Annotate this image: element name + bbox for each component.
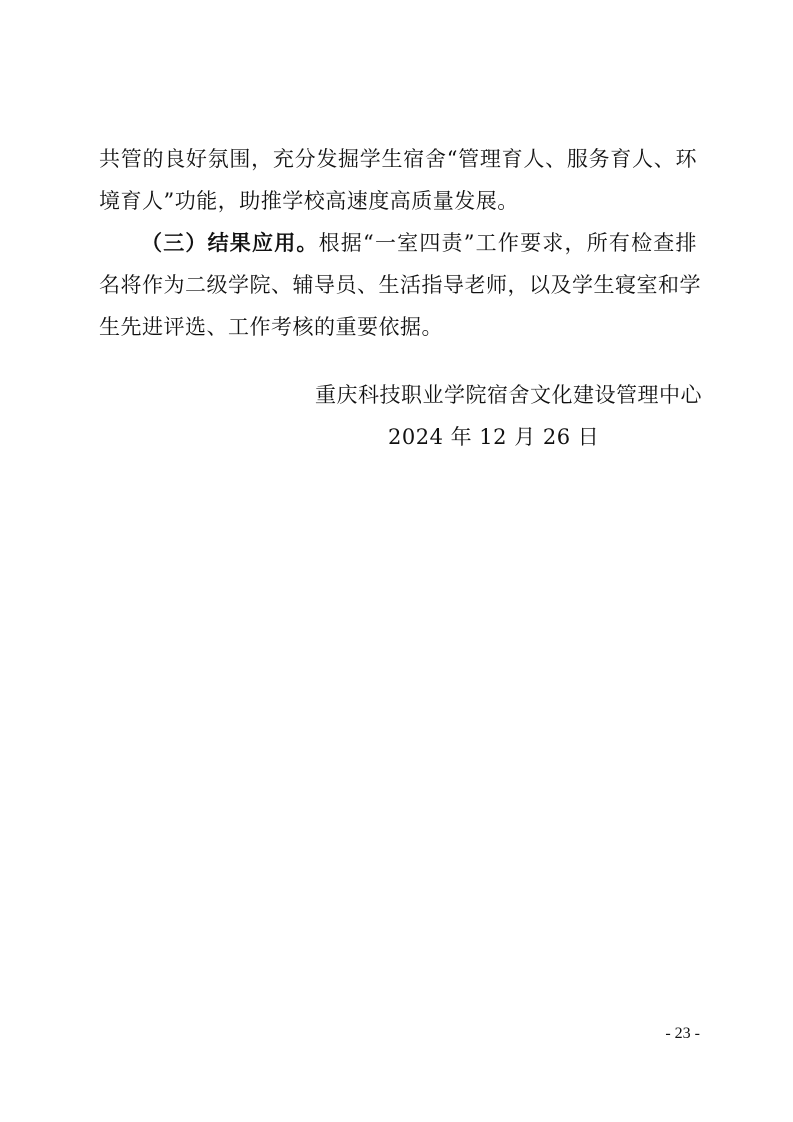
body-line-1: 共管的良好氛围，充分发掘学生宿舍“管理育人、服务育人、环 (99, 147, 697, 171)
page-number: - 23 - (665, 1025, 700, 1042)
signature-date: 2024 年 12 月 26 日 (388, 425, 600, 449)
signature-organization: 重庆科技职业学院宿舍文化建设管理中心 (315, 383, 702, 407)
paragraph-text: 根据“一室四责”工作要求，所有检查排 (318, 231, 697, 255)
body-line-4: 名将作为二级学院、辅导员、生活指导老师，以及学生寝室和学 (99, 273, 701, 297)
paragraph-results-application (141, 233, 697, 254)
section-heading: （三）结果应用。 (141, 231, 319, 255)
body-line-2: 境育人”功能，助推学校高速度高质量发展。 (99, 189, 519, 213)
body-line-5: 生先进评选、工作考核的重要依据。 (99, 315, 443, 339)
